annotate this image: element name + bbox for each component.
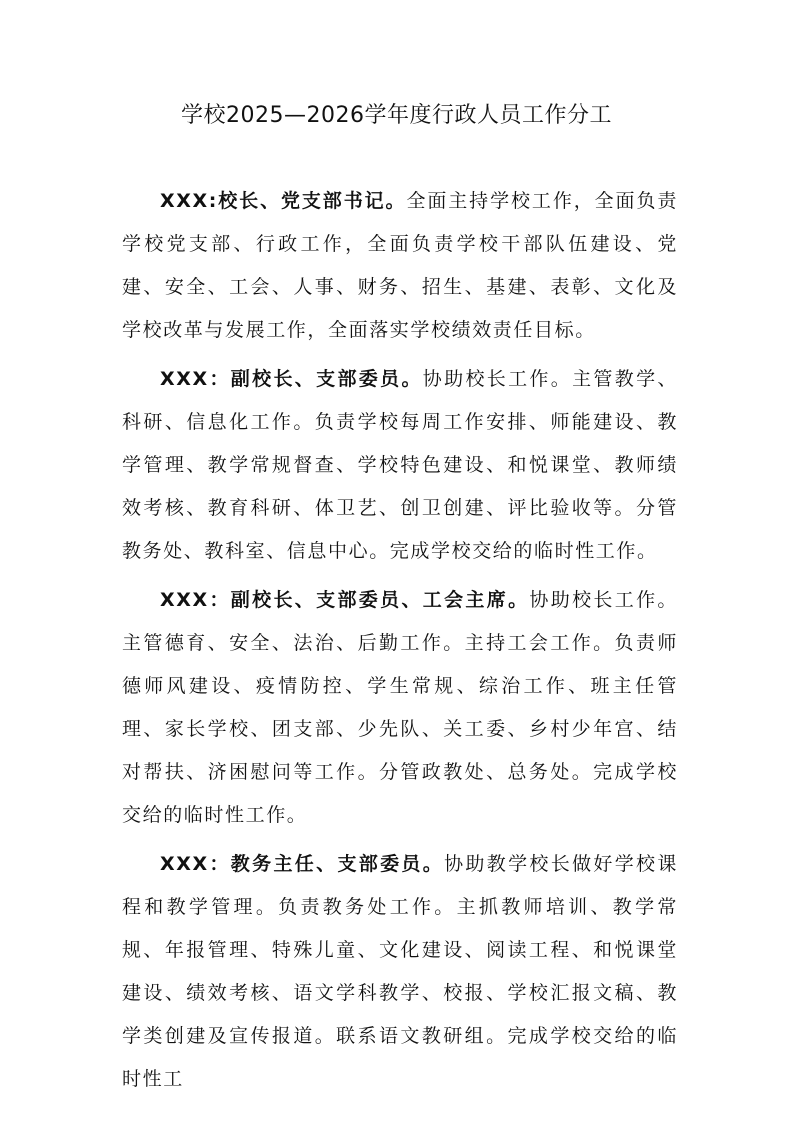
paragraph-academic-director (122, 843, 678, 1101)
paragraph-text: 协助校长工作。主管德育、安全、法治、后勤工作。主持工会工作。负责师德师风建设、疫情防控、学生常规、综治工作、班主任管理、家长学校、团支部、少先队、关工委、乡村少年宫、结对帮扶、济困慰问等工作。分管政教处、总务处。完成学校交给的临时性工作。 (122, 589, 678, 826)
paragraph-text: 全面主持学校工作，全面负责学校党支部、行政工作，全面负责学校干部队伍建设、党建、安全、工会、人事、财务、招生、基建、表彰、文化及学校改革与发展工作，全面落实学校绩效责任目标。 (122, 190, 678, 341)
paragraph-vice-principal-union (122, 579, 678, 837)
document-title: 学校2025—2026学年度行政人员工作分工 (181, 103, 612, 128)
document-body (122, 180, 678, 1107)
paragraph-lead: XXX：副校长、支部委员。 (160, 368, 423, 390)
paragraph-text: 协助校长工作。主管教学、科研、信息化工作。负责学校每周工作安排、师能建设、教学管理、教学常规督查、学校特色建设、和悦课堂、教师绩效考核、教育科研、体卫艺、创卫创建、评比验收等。分管教务处、教科室、信息中心。完成学校交给的临时性工作。 (122, 368, 679, 562)
paragraph-lead: XXX:校长、党支部书记。 (160, 190, 407, 212)
paragraph-principal (122, 180, 678, 352)
paragraph-lead: XXX：教务主任、支部委员。 (160, 853, 445, 875)
paragraph-vice-principal-teaching (122, 358, 678, 573)
paragraph-lead: XXX：副校长、支部委员、工会主席。 (160, 589, 530, 611)
paragraph-text: 协助教学校长做好学校课程和教学管理。负责教务处工作。主抓教师培训、教学常规、年报管理、特殊儿童、文化建设、阅读工程、和悦课堂建设、绩效考核、语文学科教学、校报、学校汇报文稿、教学类创建及宣传报道。联系语文教研组。完成学校交给的临时性工 (122, 853, 678, 1090)
